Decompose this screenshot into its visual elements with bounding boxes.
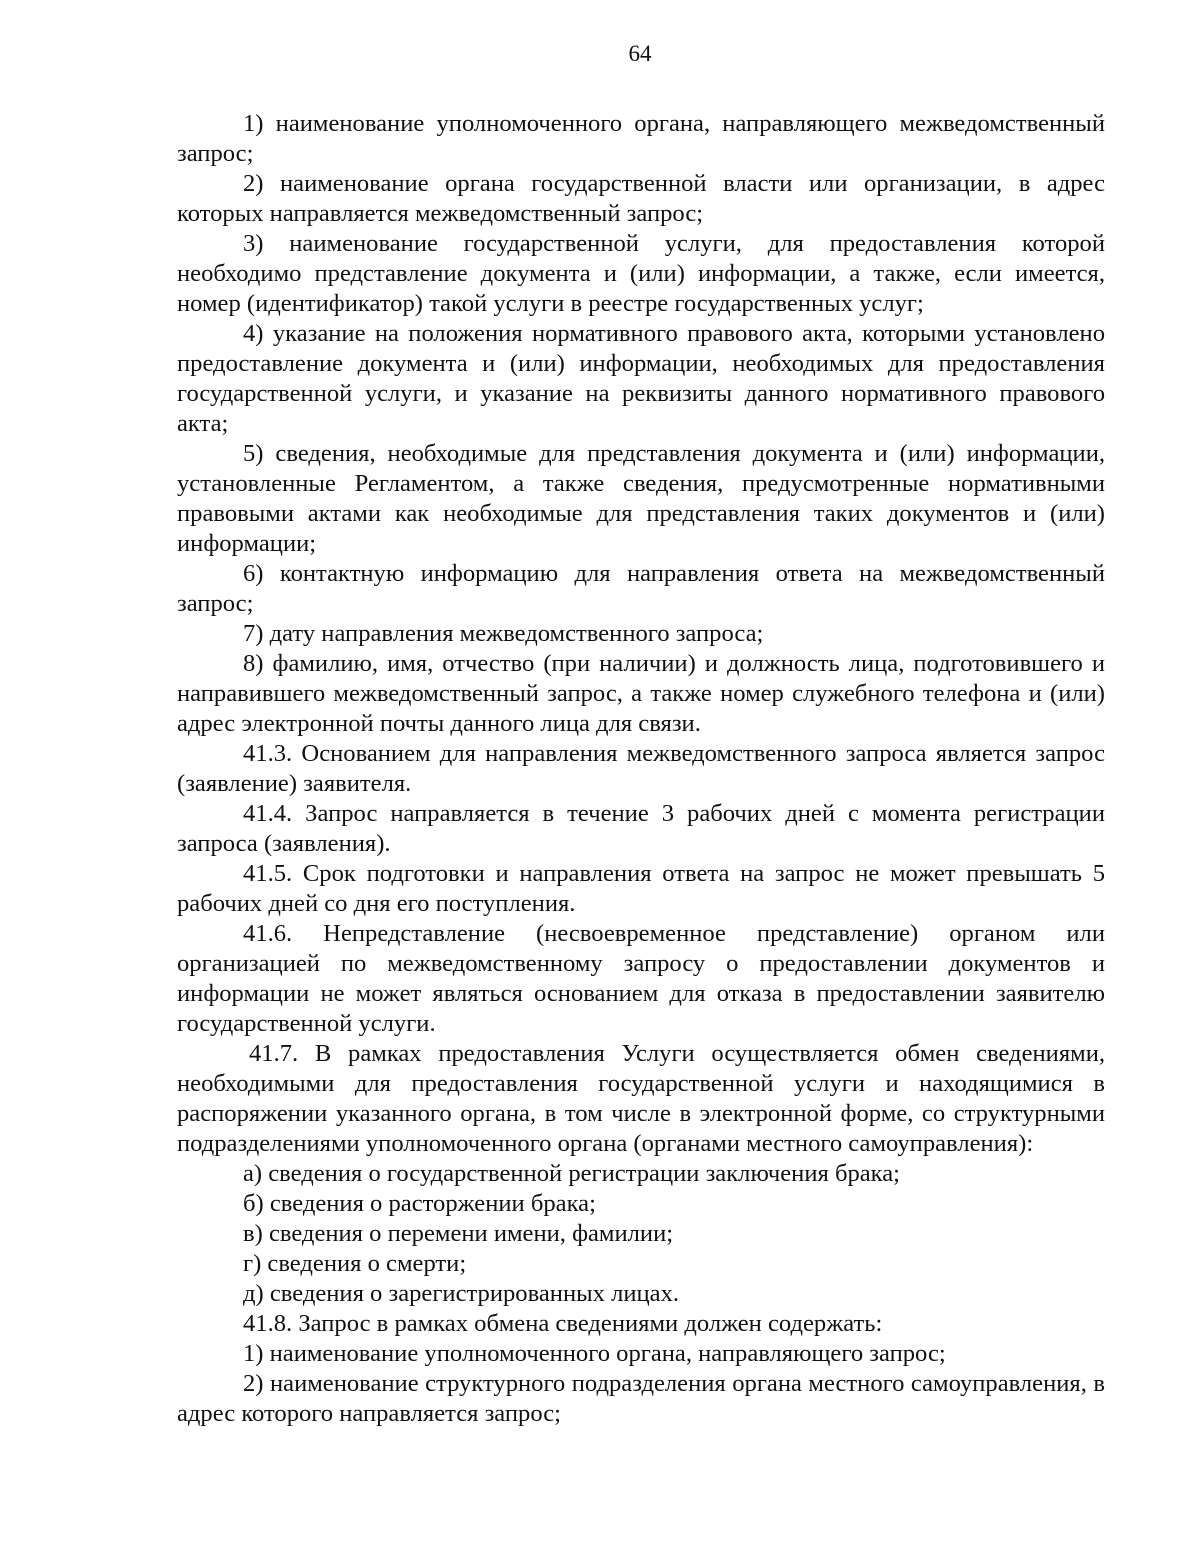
paragraph-41-8-item-2: 2) наименование структурного подразделения органа местного самоуправления, в адрес которого направляется запрос; [177,1370,1105,1427]
paragraph-item-1: 1) наименование уполномоченного органа, направляющего межведомственный запрос; [177,110,1105,167]
paragraph-item-8: 8) фамилию, имя, отчество (при наличии) и должность лица, подготовившего и направившего межведомственный запрос, а также номер служебного телефона и (или) адрес электронной почты данного лица для связи. [177,650,1105,737]
paragraph-item-d: д) сведения о зарегистрированных лицах. [243,1280,680,1307]
paragraph-41-8-item-1: 1) наименование уполномоченного органа, направляющего запрос; [243,1340,946,1367]
paragraph-item-3: 3) наименование государственной услуги, для предоставления которой необходимо представление документа и (или) информации, а также, если имеется, номер (идентификатор) такой услуги в реестре государственных услуг; [177,230,1105,317]
paragraph-41-4: 41.4. Запрос направляется в течение 3 рабочих дней с момента регистрации запроса (заявления). [177,800,1105,857]
paragraph-41-5: 41.5. Срок подготовки и направления ответа на запрос не может превышать 5 рабочих дней со дня его поступления. [177,860,1105,917]
paragraph-item-g: г) сведения о смерти; [243,1250,467,1277]
paragraph-41-6: 41.6. Непредставление (несвоевременное представление) органом или организацией по межведомственному запросу о предоставлении документов и информации не может являться основанием для отказа в предоставлении заявителю государственной услуги. [177,920,1105,1037]
paragraph-item-6: 6) контактную информацию для направления ответа на межведомственный запрос; [177,560,1105,617]
paragraph-item-7: 7) дату направления межведомственного запроса; [243,620,764,647]
paragraph-item-4: 4) указание на положения нормативного правового акта, которыми установлено предоставление документа и (или) информации, необходимых для предоставления государственной услуги, и указание на реквизиты данного нормативного правового акта; [177,320,1105,437]
paragraph-item-5: 5) сведения, необходимые для представления документа и (или) информации, установленные Регламентом, а также сведения, предусмотренные нормативными правовыми актами как необходимые для представления таких документов и (или) информации; [177,440,1105,557]
paragraph-41-8: 41.8. Запрос в рамках обмена сведениями должен содержать: [243,1310,883,1337]
paragraph-item-b: б) сведения о расторжении брака; [243,1190,596,1217]
paragraph-item-a: а) сведения о государственной регистрации заключения брака; [243,1160,900,1187]
document-body [177,109,1105,1429]
paragraph-item-v: в) сведения о перемени имени, фамилии; [243,1220,674,1247]
paragraph-41-3: 41.3. Основанием для направления межведомственного запроса является запрос (заявление) заявителя. [177,740,1105,797]
page-number: 64 [628,41,652,66]
paragraph-item-2: 2) наименование органа государственной власти или организации, в адрес которых направляется межведомственный запрос; [177,170,1105,227]
paragraph-41-7: 41.7. В рамках предоставления Услуги осуществляется обмен сведениями, необходимыми для предоставления государственной услуги и находящимися в распоряжении указанного органа, в том числе в электронной форме, со структурными подразделениями уполномоченного органа (органами местного самоуправления): [177,1040,1105,1157]
